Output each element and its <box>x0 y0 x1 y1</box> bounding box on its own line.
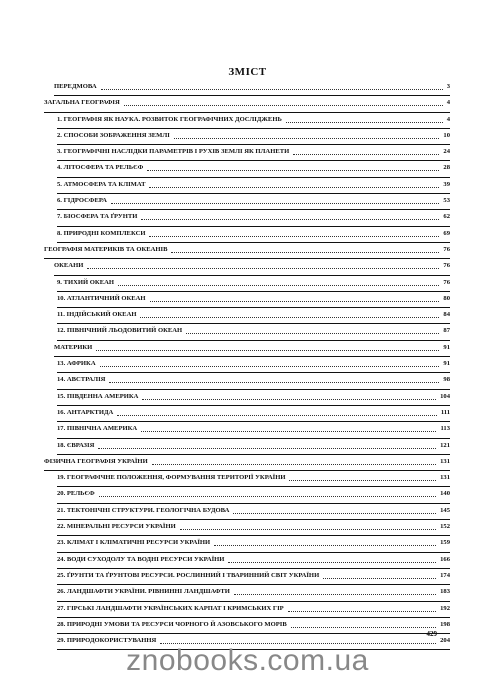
toc-entry[interactable] <box>44 259 450 275</box>
toc-entry-label: МАТЕРИКИ <box>54 343 93 351</box>
toc-entry-page: 53 <box>441 194 450 208</box>
toc-entry-label: 19. ГЕОГРАФІЧНЕ ПОЛОЖЕННЯ, ФОРМУВАННЯ ТЕРИТОРІЇ УКРАЇНИ <box>57 474 286 482</box>
toc-entry-label: 21. ТЕКТОНІЧНІ СТРУКТУРИ. ГЕОЛОГІЧНА БУДОВА <box>57 506 230 514</box>
toc-entry-page: 145 <box>438 504 450 518</box>
toc-entry-page: 84 <box>441 308 450 322</box>
toc-entry-label: 5. АТМОСФЕРА ТА КЛІМАТ <box>57 180 146 188</box>
dot-leader <box>87 267 439 269</box>
toc-entry[interactable] <box>44 422 450 438</box>
dot-leader <box>293 153 439 155</box>
dot-leader <box>186 332 439 334</box>
toc-entry-page: 113 <box>438 422 450 436</box>
dot-leader <box>234 593 436 595</box>
toc-entry[interactable] <box>44 227 450 243</box>
toc-entry-page: 198 <box>438 618 450 632</box>
toc-entry[interactable] <box>44 553 450 569</box>
toc-entry[interactable] <box>44 145 450 161</box>
toc-entry-page: 87 <box>441 324 450 338</box>
dot-leader <box>141 430 436 432</box>
toc-entry-page: 131 <box>438 471 450 485</box>
toc-entry-label: 28. ПРИРОДНІ УМОВИ ТА РЕСУРСИ ЧОРНОГО Й АЗОВСЬКОГО МОРІВ <box>57 620 287 628</box>
dot-leader <box>99 495 436 497</box>
dot-leader <box>147 169 439 171</box>
toc-entry-label: 7. БІОСФЕРА ТА ҐРУНТИ <box>57 213 138 221</box>
toc-entry-page: 166 <box>438 553 450 567</box>
toc-entry-page: 104 <box>438 390 450 404</box>
dot-leader <box>228 561 436 563</box>
toc-entry[interactable] <box>44 536 450 552</box>
toc-entry[interactable] <box>44 96 450 112</box>
dot-leader <box>180 528 436 530</box>
toc-entry[interactable] <box>44 504 450 520</box>
toc-entry[interactable] <box>44 487 450 503</box>
toc-entry[interactable] <box>44 569 450 585</box>
dot-leader <box>214 544 436 546</box>
toc-entry-label: 8. ПРИРОДНІ КОМПЛЕКСИ <box>57 229 146 237</box>
toc-entry[interactable] <box>44 324 450 340</box>
toc-entry-label: 9. ТИХИЙ ОКЕАН <box>57 278 114 286</box>
toc-entry-label: 10. АТЛАНТИЧНИЙ ОКЕАН <box>57 294 146 302</box>
dot-leader <box>111 202 439 204</box>
toc-entry[interactable] <box>44 129 450 145</box>
toc-entry[interactable] <box>44 439 450 455</box>
toc-entry-page: 4 <box>445 113 450 127</box>
dot-leader <box>142 398 436 400</box>
toc-entry-label: 11. ІНДІЙСЬКИЙ ОКЕАН <box>57 311 137 319</box>
toc-entry-page: 91 <box>441 341 450 355</box>
dot-leader <box>174 137 439 139</box>
toc-entry[interactable] <box>44 455 450 471</box>
dot-leader <box>101 88 443 90</box>
toc-entry-label: 12. ПІВНІЧНИЙ ЛЬОДОВИТИЙ ОКЕАН <box>57 327 183 335</box>
page-title: ЗМІСТ <box>228 66 267 78</box>
dot-leader <box>140 316 439 318</box>
toc-entry-label: 25. ҐРУНТИ ТА ҐРУНТОВІ РЕСУРСИ. РОСЛИННИЙ І ТВАРИННИЙ СВІТ УКРАЇНИ <box>57 571 320 579</box>
toc-entry[interactable] <box>44 80 450 96</box>
toc-entry-label: 20. РЕЛЬЄФ <box>57 490 95 498</box>
toc-entry-page: 91 <box>441 357 450 371</box>
toc-entry-page: 69 <box>441 227 450 241</box>
toc-entry-label: 27. ГІРСЬКІ ЛАНДШАФТИ УКРАЇНСЬКИХ КАРПАТ І КРИМСЬКИХ ГІР <box>57 604 284 612</box>
toc-entry[interactable] <box>44 308 450 324</box>
toc-entry-label: 2. СПОСОБИ ЗОБРАЖЕННЯ ЗЕМЛІ <box>57 131 170 139</box>
toc-entry-label: 6. ГІДРОСФЕРА <box>57 197 107 205</box>
dot-leader <box>291 626 436 628</box>
toc-entry-page: 80 <box>441 292 450 306</box>
toc-entry-page: 39 <box>441 178 450 192</box>
dot-leader <box>288 610 436 612</box>
toc-entry-label: 14. АВСТРАЛІЯ <box>57 376 106 384</box>
page-number: 429 <box>426 630 437 638</box>
dot-leader <box>118 284 439 286</box>
dot-leader <box>149 235 439 237</box>
toc-entry[interactable] <box>44 390 450 406</box>
dot-leader <box>152 463 436 465</box>
toc-entry[interactable] <box>44 602 450 618</box>
dot-leader <box>96 349 439 351</box>
toc-entry-page: 204 <box>438 634 450 648</box>
toc-entry-page: 76 <box>441 276 450 290</box>
toc-entry[interactable] <box>44 276 450 292</box>
toc-entry-label: 26. ЛАНДШАФТИ УКРАЇНИ. РІВНИННІ ЛАНДШАФТИ <box>57 588 230 596</box>
dot-leader <box>117 414 437 416</box>
toc-entry-label: 29. ПРИРОДОКОРИСТУВАННЯ <box>57 637 157 645</box>
toc-entry-page: 159 <box>438 536 450 550</box>
dot-leader <box>233 512 436 514</box>
toc-entry-page: 192 <box>438 602 450 616</box>
toc-entry-page: 140 <box>438 487 450 501</box>
toc-entry-page: 98 <box>441 373 450 387</box>
toc-entry[interactable] <box>44 520 450 536</box>
toc-entry-label: ЗАГАЛЬНА ГЕОГРАФІЯ <box>44 99 120 107</box>
toc-entry-page: 3 <box>445 80 450 94</box>
watermark: znobooks.com.ua <box>126 644 369 677</box>
toc-entry-label: ПЕРЕДМОВА <box>54 83 97 90</box>
toc-entry-page: 28 <box>441 161 450 175</box>
toc-entry[interactable] <box>44 373 450 389</box>
toc-entry-page: 111 <box>439 406 450 420</box>
dot-leader <box>141 218 439 220</box>
toc-entry-label: 17. ПІВНІЧНА АМЕРИКА <box>57 425 138 433</box>
toc-entry-label: 23. КЛІМАТ І КЛІМАТИЧНІ РЕСУРСИ УКРАЇНИ <box>57 539 211 547</box>
dot-leader <box>286 121 443 123</box>
dot-leader <box>289 479 436 481</box>
toc-entry-label: ГЕОГРАФІЯ МАТЕРИКІВ ТА ОКЕАНІВ <box>44 245 168 253</box>
toc-entry-label: 16. АНТАРКТИДА <box>57 408 114 416</box>
toc-entry[interactable] <box>44 357 450 373</box>
toc-entry-page: 4 <box>445 96 450 110</box>
toc-entry[interactable] <box>44 406 450 422</box>
toc-entry[interactable] <box>44 161 450 177</box>
toc-entry-label: 24. ВОДИ СУХОДОЛУ ТА ВОДНІ РЕСУРСИ УКРАЇНИ <box>57 555 225 563</box>
dot-leader <box>171 251 439 253</box>
toc-entry-page: 183 <box>438 585 450 599</box>
toc-entry-label: 1. ГЕОГРАФІЯ ЯК НАУКА. РОЗВИТОК ГЕОГРАФІЧНИХ ДОСЛІДЖЕНЬ <box>57 115 282 123</box>
toc-entry[interactable] <box>44 178 450 194</box>
toc-entry-page: 10 <box>441 129 450 143</box>
dot-leader <box>150 300 439 302</box>
toc-entry[interactable] <box>44 243 450 259</box>
toc-entry-label: 4. ЛІТОСФЕРА ТА РЕЛЬЄФ <box>57 164 144 172</box>
dot-leader <box>323 577 436 579</box>
toc-entry-page: 24 <box>441 145 450 159</box>
toc-entry-label: 15. ПІВДЕННА АМЕРИКА <box>57 392 139 400</box>
dot-leader <box>109 381 439 383</box>
toc-entry-page: 174 <box>438 569 450 583</box>
toc-entry-label: 18. ЄВРАЗІЯ <box>57 441 95 449</box>
toc-entry[interactable] <box>44 292 450 308</box>
toc-entry[interactable] <box>44 618 450 634</box>
toc-entry[interactable] <box>44 341 450 357</box>
table-of-contents <box>44 80 450 650</box>
toc-entry[interactable] <box>44 585 450 601</box>
toc-entry[interactable] <box>44 210 450 226</box>
toc-entry-label: ОКЕАНИ <box>54 262 84 270</box>
dot-leader <box>100 365 439 367</box>
dot-leader <box>149 186 439 188</box>
toc-entry-page: 76 <box>441 259 450 273</box>
toc-entry[interactable] <box>44 194 450 210</box>
toc-entry-label: ФІЗИЧНА ГЕОГРАФІЯ УКРАЇНИ <box>44 457 148 465</box>
dot-leader <box>98 447 436 449</box>
toc-entry-page: 76 <box>441 243 450 257</box>
toc-entry-page: 131 <box>438 455 450 469</box>
toc-entry-page: 152 <box>438 520 450 534</box>
toc-entry-page: 121 <box>438 439 450 453</box>
toc-entry[interactable] <box>44 113 450 129</box>
toc-entry-label: 22. МІНЕРАЛЬНІ РЕСУРСИ УКРАЇНИ <box>57 523 176 531</box>
toc-entry[interactable] <box>44 471 450 487</box>
toc-entry-page: 62 <box>441 210 450 224</box>
dot-leader <box>124 104 443 106</box>
toc-entry-label: 13. АФРИКА <box>57 360 96 368</box>
toc-entry-label: 3. ГЕОГРАФІЧНІ НАСЛІДКИ ПАРАМЕТРІВ І РУХІВ ЗЕМЛІ ЯК ПЛАНЕТИ <box>57 148 290 156</box>
